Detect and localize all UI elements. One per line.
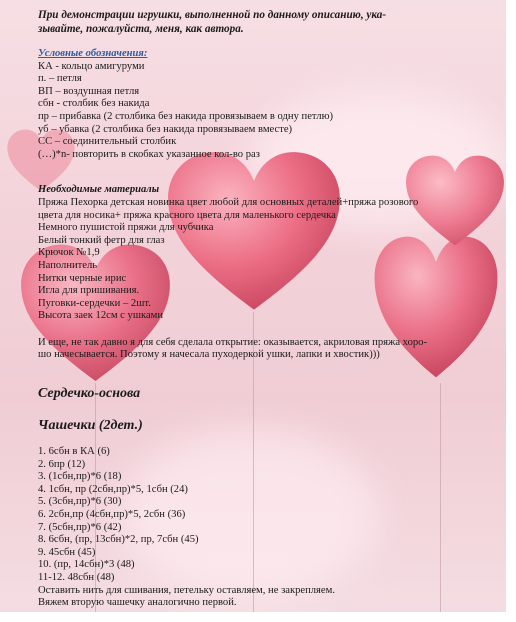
notice-line: зывайте, пожалуйста, меня, как автора. xyxy=(38,22,244,35)
legend-item: СС – соединительный столбик xyxy=(38,136,177,148)
material-item: цвета для носика+ пряжа красного цвета для маленького сердечка xyxy=(38,209,336,221)
material-item: Игла для пришивания. xyxy=(38,285,140,297)
material-item: Крючок №1,9 xyxy=(38,247,100,259)
instruction-row: 10. (пр, 14сбн)*3 (48) xyxy=(38,559,135,571)
legend-item: КА - кольцо амигуруми xyxy=(38,60,145,72)
notice-line: При демонстрации игрушки, выполненной по данному описанию, ука- xyxy=(38,9,387,21)
instruction-row: 2. 6пр (12) xyxy=(38,458,86,470)
material-item: Нитки черные ирис xyxy=(38,272,127,284)
section-heading: Сердечко-основа xyxy=(38,386,141,402)
legend-list xyxy=(38,61,498,162)
instruction-row: Вяжем вторую чашечку аналогично первой. xyxy=(38,597,237,609)
material-item: Пуговки-сердечки – 2шт. xyxy=(38,297,151,309)
legend-item: пр – прибавка (2 столбика без накида провязываем в одну петлю) xyxy=(38,110,334,122)
instruction-row: 7. (5сбн,пр)*6 (42) xyxy=(38,521,122,533)
note-line: шо начесывается. Поэтому я начесала пуходеркой ушки, лапки и хвостик))) xyxy=(38,349,380,361)
material-item: Белый тонкий фетр для глаз xyxy=(38,234,165,246)
legend-item: уб – убавка (2 столбика без накида провязываем вместе) xyxy=(38,123,293,135)
material-item: Высота заек 12см с ушками xyxy=(38,310,164,322)
instruction-row: 9. 45сбн (45) xyxy=(38,546,96,558)
legend-item: п. – петля xyxy=(38,73,82,85)
page-margin xyxy=(506,0,516,622)
page-margin xyxy=(0,612,516,622)
subsection-heading: Чашечки (2дет.) xyxy=(38,418,143,434)
author-note xyxy=(38,337,498,362)
instruction-row: 6. 2сбн,пр (4сбн,пр)*5, 2сбн (36) xyxy=(38,509,186,521)
material-item: Немного пушистой пряжи для чубчика xyxy=(38,222,214,234)
legend-item: (…)*n- повторить в скобках указанное кол-во раз xyxy=(38,148,260,160)
author-notice xyxy=(38,9,498,36)
legend-item: сбн - столбик без накида xyxy=(38,98,150,110)
instruction-row: 8. 6сбн, (пр, 13сбн)*2, пр, 7сбн (45) xyxy=(38,534,199,546)
instruction-row: 5. (3сбн,пр)*6 (30) xyxy=(38,496,122,508)
instruction-row: 4. 1сбн, пр (2сбн,пр)*5, 1сбн (24) xyxy=(38,483,188,495)
instruction-row: 3. (1сбн,пр)*6 (18) xyxy=(38,471,122,483)
pattern-text xyxy=(38,9,498,610)
note-line: И еще, не так давно я для себя сделала открытие: оказывается, акриловая пряжа хоро- xyxy=(38,336,427,348)
legend-item: ВП – воздушная петля xyxy=(38,85,140,97)
material-item: Наполнитель xyxy=(38,259,98,271)
instruction-row: Оставить нить для сшивания, петельку оставляем, не закрепляем. xyxy=(38,584,335,596)
instruction-row: 11-12. 48сбн (48) xyxy=(38,572,115,583)
materials-title: Необходимые материалы xyxy=(38,184,160,196)
row-instructions xyxy=(38,446,498,610)
material-item: Пряжа Пехорка детская новинка цвет любой для основных деталей+пряжа розового xyxy=(38,196,419,208)
materials-list xyxy=(38,197,498,323)
legend-title: Условные обозначения: xyxy=(38,48,148,59)
instruction-row: 1. 6сбн в КА (6) xyxy=(38,446,110,458)
